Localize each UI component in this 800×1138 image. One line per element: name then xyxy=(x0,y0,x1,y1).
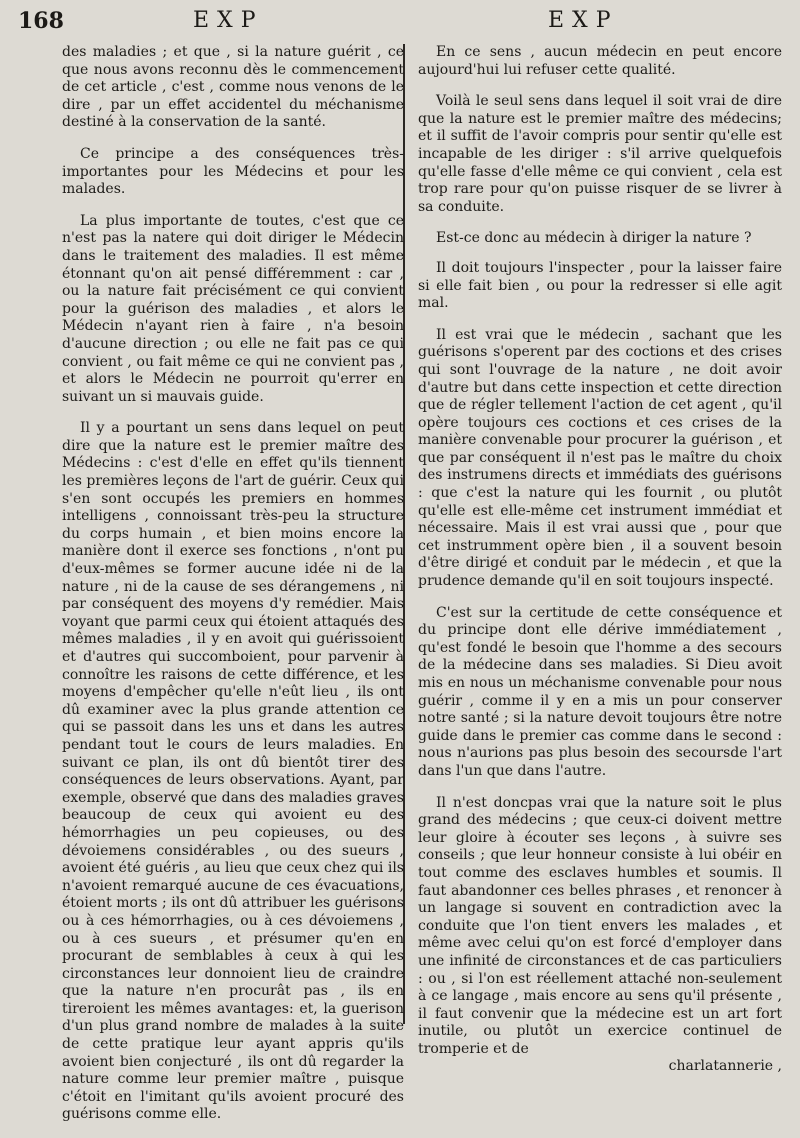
running-head-right: EXP xyxy=(548,8,619,33)
catchword-line xyxy=(418,1058,782,1076)
paragraph: Ce principe a des conséquences très-importantes pour les Médecins et pour les malades. xyxy=(62,145,404,198)
paragraph: Voilà le seul sens dans lequel il soit vrai de dire que la nature est le premier maître des médecins; et il suffit de l'avoir compris pour sentir qu'elle est incapable de les diriger : s'il arrive quelquefois qu'elle fasse d'elle même ce qui convient , cela est trop rare pour qu'on puisse risquer de se livrer à sa conduite. xyxy=(418,93,782,215)
catchword: charlatannerie , xyxy=(668,1058,782,1075)
paragraph: Il y a pourtant un sens dans lequel on peut dire que la nature est le premier maître des Médecins : c'est d'elle en effet qu'ils tiennent les premières leçons de l'art de guérir. Ceux qui s'en sont occupés les premiers en hommes intelligens , connoissant très-peu la structure du corps humain , et bien moins encore la manière dont il exerce ses fonctions , n'ont pu d'eux-mêmes se former aucune idée ni de la nature , ni de la cause de ses dérangemens , ni par conséquent des moyens d'y remédier. Mais voyant que parmi ceux qui étoient attaqués des mêmes maladies , il y en avoit qui guérissoient et d'autres qui succomboient, pour parvenir à connoître les raisons de cette différence, et les moyens d'empêcher qu'elle n'eût lieu , ils ont dû examiner avec la plus grande attention ce qui se passoit dans les uns et dans les autres pendant tout le cours de leurs maladies. En suivant ce plan, ils ont dû bientôt tirer des conséquences de leurs observations. Ayant, par exemple, observé que dans des maladies graves beaucoup de ceux qui avoient eu des hémorrhagies un peu copieuses, ou des dévoiemens considérables , ou des sueurs , avoient été guéris , au lieu que ceux chez qui ils n'avoient remarqué aucune de ces évacuations, étoient morts ; ils ont dû attribuer les guérisons ou à ces hémorrhagies, ou à ces dévoiemens , ou à ces sueurs , et présumer qu'en en procurant de semblables à ceux à qui les circonstances leur donnoient lieu de craindre que la nature n'en procurât pas , ils en tireroient les mêmes avantages: et, la guerison d'un plus grand nombre de malades à la suite de cette pratique leur ayant appris qu'ils avoient bien conjecturé , ils ont dû regarder la nature comme leur premier maître , puisque c'étoit en l'imitant qu'ils avoient procuré des guérisons comme elle. xyxy=(62,420,404,1123)
paragraph: Il n'est doncpas vrai que la nature soit le plus grand des médecins ; que ceux-ci doivent mettre leur gloire à écouter ses leçons , à suivre ses conseils ; que leur honneur consiste à lui obéir en tout comme des esclaves humbles et soumis. Il faut abandonner ces belles phrases , et renoncer à un langage si souvent en contradiction avec la conduite que l'on tient envers les malades , et même avec celui qu'on est forcé d'employer dans une infinité de circonstances et de cas particuliers : ou , si l'on est réellement attaché non-seulement à ce langage , mais encore au sens qu'il présente , il faut convenir que la médecine est un art fort inutile, ou plutôt un exercice continuel de tromperie et de xyxy=(418,794,782,1057)
left-column xyxy=(62,44,404,1138)
paragraph: C'est sur la certitude de cette conséquence et du principe dont elle dérive immédiatement , qu'est fondé le besoin que l'homme a des secours de la médecine dans ses maladies. Si Dieu avoit mis en nous un méchanisme convenable pour nous guérir , comme il y en a mis un pour conserver notre santé ; si la nature devoit toujours être notre guide dans le premier cas comme dans le second : nous n'aurions pas plus besoin des secoursde l'art dans l'un que dans l'autre. xyxy=(418,604,782,779)
paragraph: En ce sens , aucun médecin en peut encore aujourd'hui lui refuser cette qualité. xyxy=(418,44,782,78)
page-number: 168 xyxy=(18,8,64,34)
paragraph: Est-ce donc au médecin à diriger la nature ? xyxy=(436,230,752,247)
paragraph: La plus importante de toutes, c'est que ce n'est pas la natere qui doit diriger le Médecin dans le traitement des maladies. Il est même étonnant qu'on ait pensé différemment : car , ou la nature fait précisément ce qui convient pour la guérison des maladies , et alors le Médecin n'ayant rien à faire , n'a besoin d'aucune direction ; ou elle ne fait pas ce qui convient , ou fait même ce qui ne convient pas , et alors le Médecin ne pourroit qu'errer en suivant un si mauvais guide. xyxy=(62,212,404,405)
paragraph: des maladies ; et que , si la nature guérit , ce que nous avons reconnu dès le commencement de cet article , c'est , comme nous venons de le dire , par un effet accidentel du méchanisme destiné à la conservation de la santé. xyxy=(62,44,404,131)
running-head-left: EXP xyxy=(193,8,264,33)
paragraph: Il est vrai que le médecin , sachant que les guérisons s'operent par des coctions et des crises qui sont l'ouvrage de la nature , ne doit avoir d'autre but dans cette inspection et cette direction que de régler tellement l'action de cet agent , qu'il opère toujours ces coctions et ces crises de la manière convenable pour procurer la guérison , et que par conséquent il n'est pas le maître du choix des instrumens directs et immédiats des guérisons : que c'est la nature qui les fournit , ou plutôt qu'elle est elle-même cet instrument immédiat et nécessaire. Mais il est vrai aussi que , pour que cet instrumment opère bien , il a souvent besoin d'être dirigé et conduit par le médecin , et que la prudence demande qu'il en soit toujours inspecté. xyxy=(418,326,782,590)
right-column xyxy=(418,44,782,1076)
paragraph: Il doit toujours l'inspecter , pour la laisser faire si elle fait bien , ou pour la redresser si elle agit mal. xyxy=(418,259,782,312)
running-head xyxy=(0,6,800,42)
